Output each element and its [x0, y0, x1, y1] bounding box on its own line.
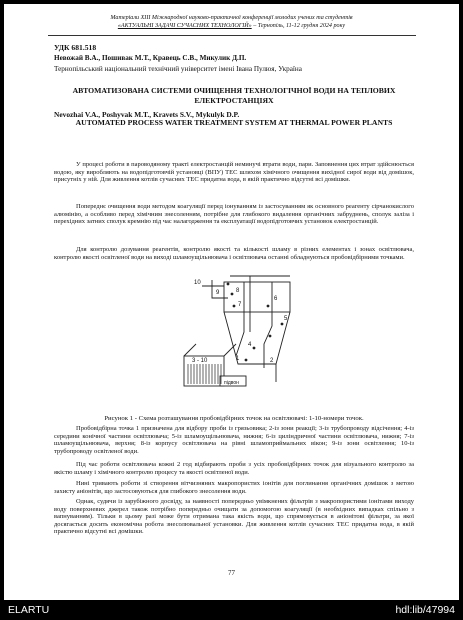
sampling-points: [227, 283, 284, 362]
figure-caption: Рисунок 1 - Схема розташування пробовідбірних точок на освітлювачі: 1-10-номери точок.: [104, 415, 364, 422]
repository-name: ELARTU: [8, 604, 50, 616]
conference-name: «АКТУАЛЬНІ ЗАДАЧІ СУЧАСНИХ ТЕХНОЛОГІЙ»: [117, 23, 252, 29]
header-divider: [48, 35, 416, 36]
clarifier-diagram: [172, 272, 302, 404]
udk-code: УДК 681.518: [54, 43, 97, 52]
label-4: 4: [248, 342, 252, 348]
paragraph: Пробовідбірна точка 1 призначена для відбору проби із грязьовика; 2-із зони реакції; 3-із трубопроводу відсічення; 4-із середини конічної частини освітлювача; 5-із шламоущільнювача, нижня; 6-із циліндричної частини освітлювача, нижня; 7-із шламоущільнювача, верхня; 8-із корпусу освітлювача на рівні шламоприймальних вікон; 9-із зони освітлення; 10-із трубопроводу освітленої води.: [54, 425, 414, 455]
paragraph: Однак, судячи із зарубіжного досвіду, за наявності попередньо увімкнених фільтрів з макропористими іонітами виходу воду поверхневих джерел також потрібно попередньо очищати за допомогою коагуляції (в необхідних випадках спільно з вапнуванням). Тільки в цьому разі може бути отримана така якість води, що спрямовується в аніонітові фільтри, за якої досягається досить економічна робота знесолювальної установки. Для живлення котлів сучасних ТЕС придатна вода, в якій практично відсутні всі домішки.: [54, 498, 414, 535]
authors-en: Nevozhai V.A., Poshyvak M.T., Kravets S.V., Mykulyk D.P.: [54, 110, 240, 119]
label-7: 7: [238, 302, 242, 308]
label-8: 8: [236, 288, 240, 294]
conference-date: – Тернопіль, 11-12 грудня 2024 року: [251, 23, 346, 29]
affiliation: Тернопільський національний технічний університет імені Івана Пулюя, Україна: [54, 65, 302, 73]
authors-ua: Невожай В.А., Пошивак М.Т., Кравець С.В., Микулик Д.П.: [54, 54, 247, 62]
clarifier-cylinder: [224, 282, 290, 312]
label-1: 1: [236, 356, 240, 362]
title-ua: АВТОМАТИЗОВАНА СИСТЕМИ ОЧИЩЕННЯ ТЕХНОЛОГІЧНОЇ ВОДИ НА ТЕПЛОВИХ ЕЛЕКТРОСТАНЦІЯХ: [72, 86, 396, 105]
label-3-10: 3 - 10: [192, 358, 208, 364]
paragraph: Нині тривають роботи зі створення вітчизняних макропористих іонітів для поглинання органічних домішок з метою захисту аніонітів, що застосовуються для глибокого знесолення води.: [54, 480, 414, 495]
paragraph: Попереднє очищення води методом коагуляції перед іонуванням із застосуванням як основного реагенту сірчанокислого алюмінію, а особливо перед хімічним знесоленням, потрібне для глибокого видалення органічних забруднень, сполук заліза і перехідних затних сполук кремнію під час налагодження та експлуатації водопідготовчих установок електростанцій.: [54, 203, 414, 225]
conference-header-line1: Матеріали XIII Міжнародної науково-практичної конференції молодих учених та студентів: [110, 15, 353, 21]
clarifier-cone: [224, 312, 290, 364]
conference-header-line2: [4, 23, 459, 30]
sludge-compactor: [264, 282, 272, 368]
paragraph: Під час роботи освітлювача кожні 2 год відбирають проби з усіх пробовідбірних точок для візуального контролю за якістю шламу і хімічного контролю процесу та якості освітленої води.: [54, 461, 414, 476]
handle-id: hdl:lib/47994: [395, 604, 455, 616]
label-9: 9: [216, 290, 220, 296]
label-base: підвон: [224, 380, 239, 386]
label-5: 5: [284, 316, 288, 322]
label-10: 10: [194, 280, 201, 286]
paragraph: Для контролю дозування реагентів, контролю якості та кількості шламу в різних елементах і зонах освітлювача, контролю якості освітленої води на виході шламоущільнювача і освітлювача останні обладнуються пробовідбірними точками.: [54, 246, 414, 261]
label-2: 2: [270, 358, 274, 364]
paragraph: У процесі роботи в пароводяному тракті електростанцій неминучі втрати води, пари. Заповнення цих втрат здійснюється водою, яку виробляють на водопідготовчій установці (ВПУ) ТЕС шляхом хімічного очищення вихідної сирої води від домішок, присутніх у ній. Для живлення котлів сучасних ТЕС придатна вода, в якій практично відсутні всі домішки.: [54, 161, 414, 183]
document-page: [4, 4, 459, 600]
page-number: 77: [228, 569, 235, 577]
title-en: AUTOMATED PROCESS WATER TREATMENT SYSTEM AT THERMAL POWER PLANTS: [75, 118, 393, 127]
label-6: 6: [274, 296, 278, 302]
